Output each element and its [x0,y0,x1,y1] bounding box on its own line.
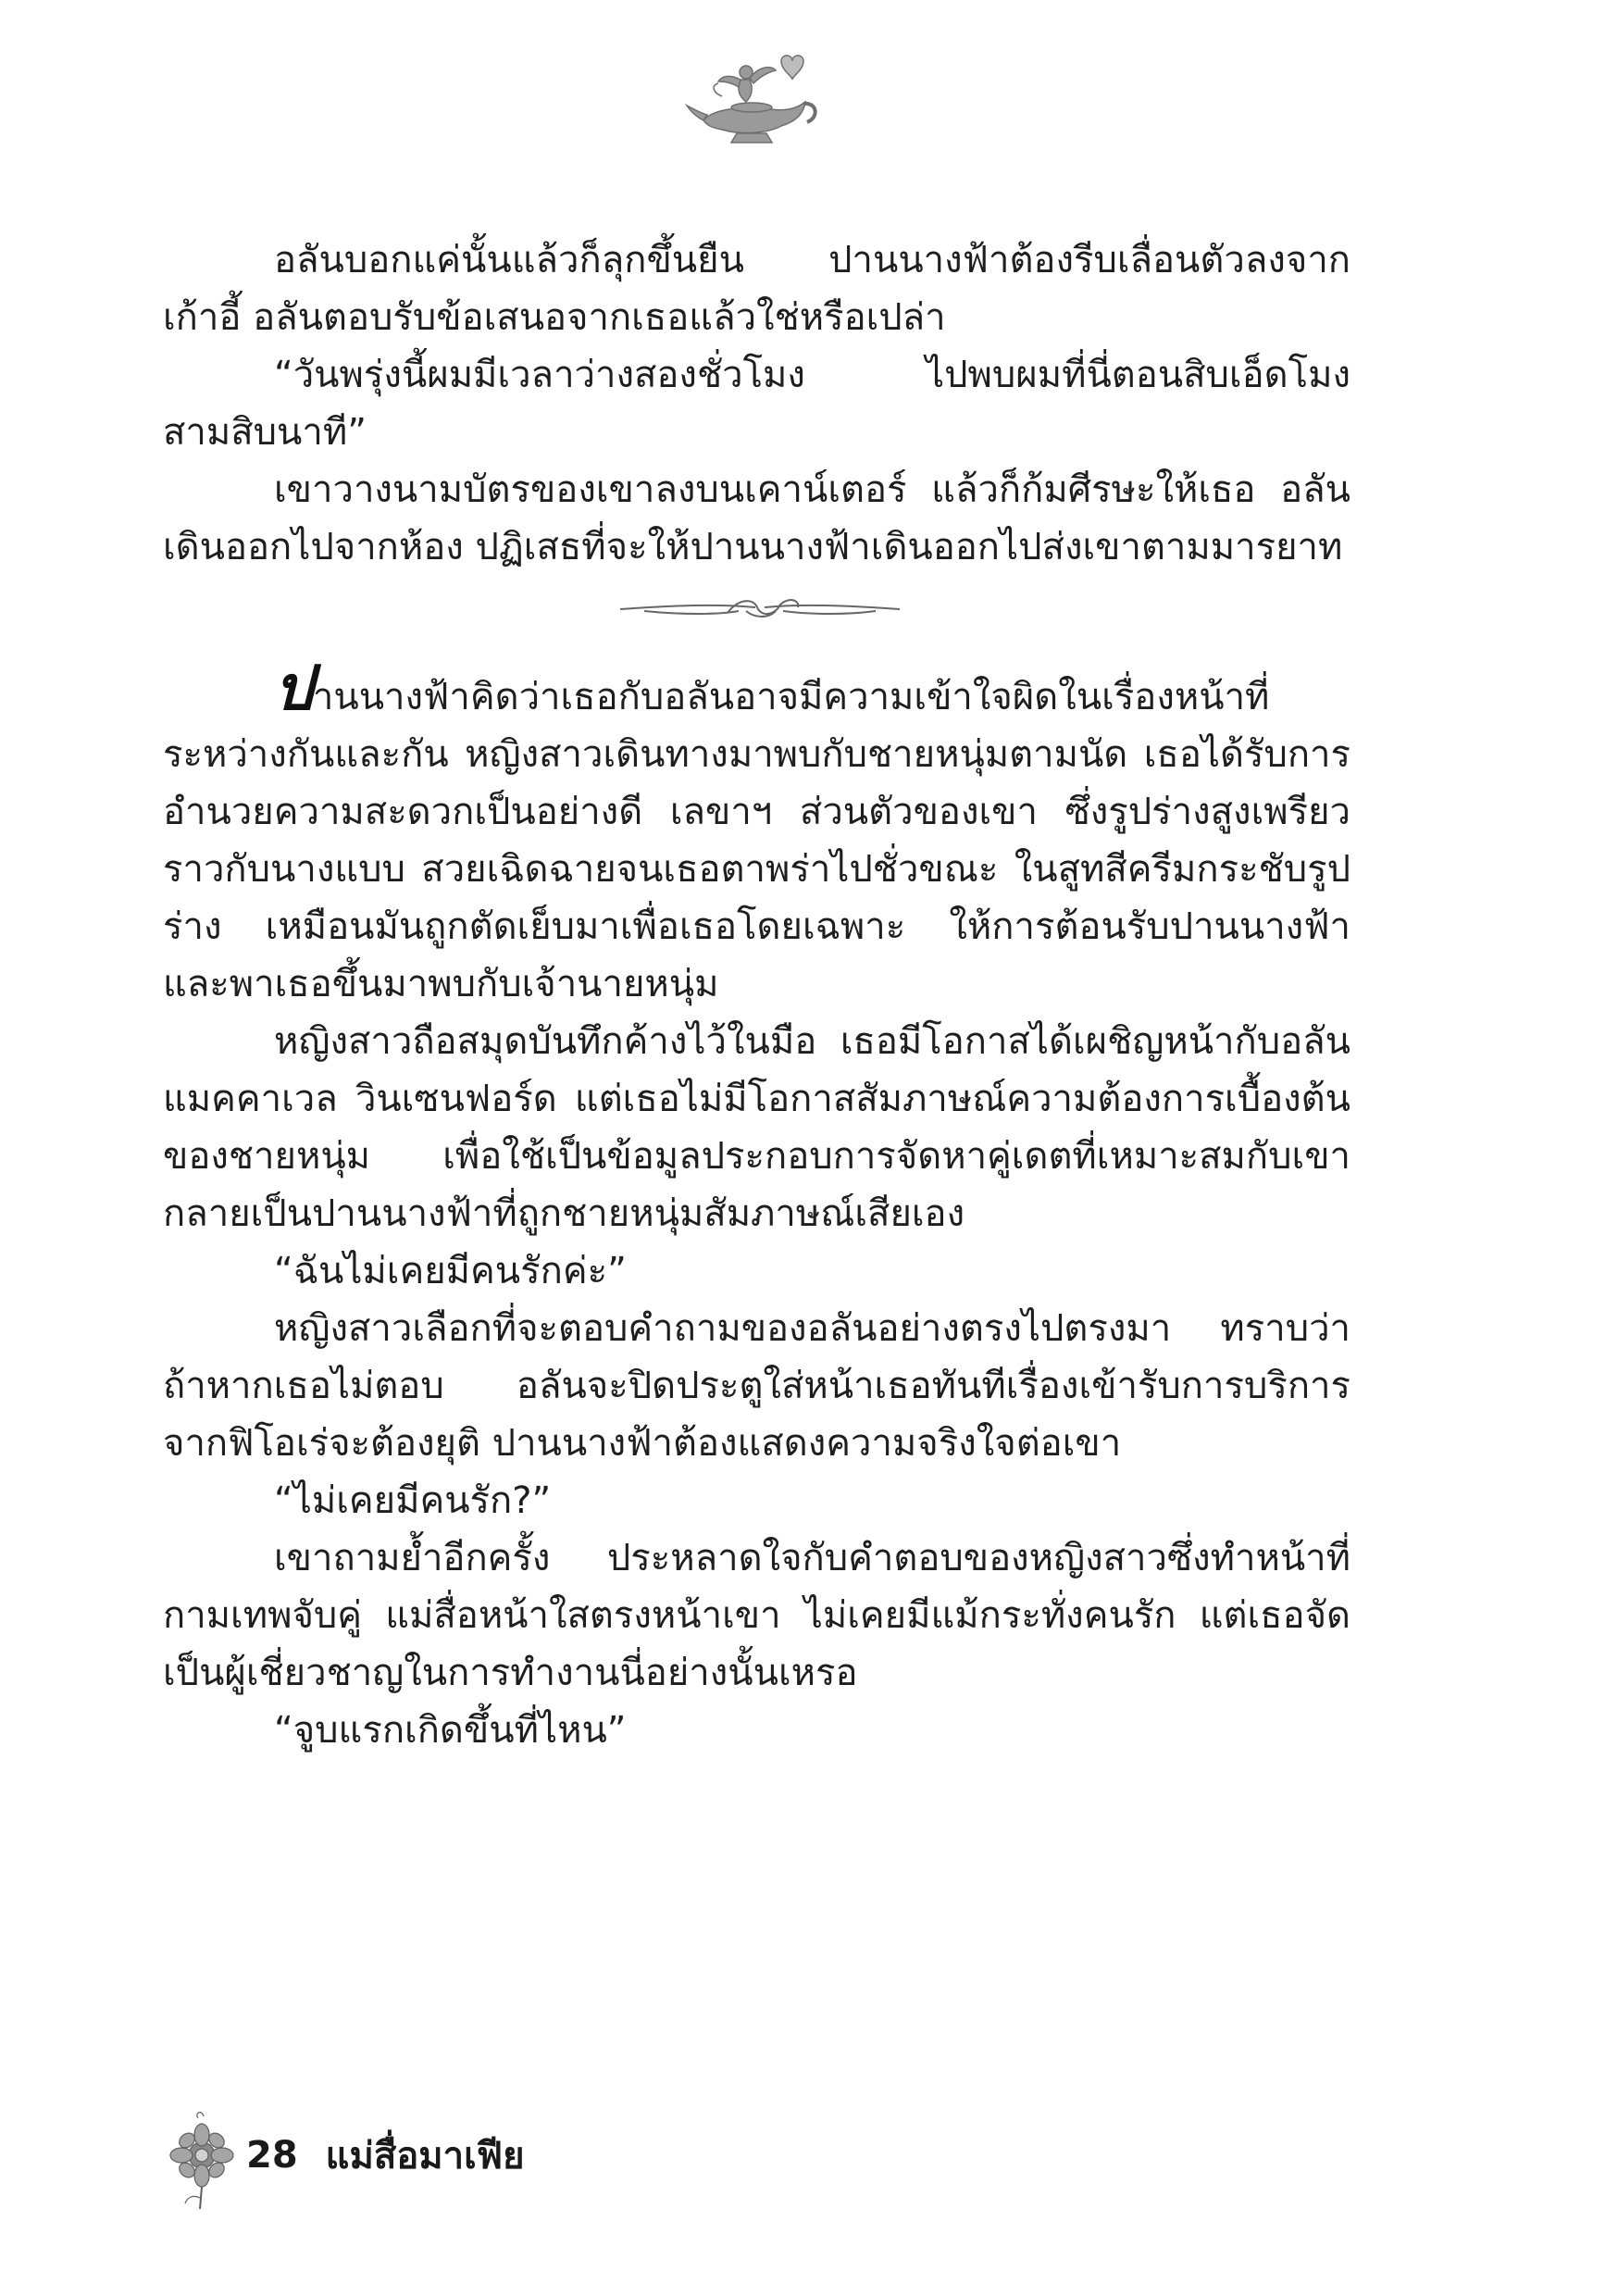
page-number: 28 [246,2134,298,2177]
paragraph: หญิงสาวถือสมุดบันทึกค้างไว้ในมือ เธอมีโอกาสได้เผชิญหน้ากับอลัน แมคคาเวล วินเซนฟอร์ด แต่เธอไม่มีโอกาสสัมภาษณ์ความต้องการเบื้องต้นของชายหนุ่ม เพื่อใช้เป็นข้อมูลประกอบการจัดหาคู่เดตที่เหมาะสมกับเขา กลายเป็นปานนางฟ้าที่ถูกชายหนุ่มสัมภาษณ์เสียเอง [163,1020,1350,1235]
drop-cap: ป [274,652,313,724]
book-title: แม่สื่อมาเฟีย [325,2135,525,2177]
paragraph: หญิงสาวเลือกที่จะตอบคำถามของอลันอย่างตรงไปตรงมา ทราบว่าถ้าหากเธอไม่ตอบ อลันจะปิดประตูใส่หน้าเธอทันทีเรื่องเข้ารับการบริการจากฟิโอเร่จะต้องยุติ ปานนางฟ้าต้องแสดงความจริงใจต่อเขา [163,1307,1350,1465]
lamp-cupid-icon [685,48,824,150]
flower-ornament-icon [165,2109,237,2211]
flourish-divider-icon [616,591,903,624]
dialogue-line: “ไม่เคยมีคนรัก?” [274,1479,552,1522]
paragraph-with-dropcap [163,652,1350,1013]
page-footer [246,2128,525,2183]
dialogue-line: “วันพรุ่งนี้ผมมีเวลาว่างสองชั่วโมง ไปพบผมที่นี่ตอนสิบเอ็ดโมงสามสิบนาที” [163,354,1350,454]
section-break [163,576,1350,668]
paragraph: เขาวางนามบัตรของเขาลงบนเคาน์เตอร์ แล้วก็ก้มศีรษะให้เธอ อลันเดินออกไปจากห้อง ปฏิเสธที่จะให้ปานนางฟ้าเดินออกไปส่งเขาตามมารยาท [163,468,1350,568]
paragraph-text: านนางฟ้าคิดว่าเธอกับอลันอาจมีความเข้าใจผิดในเรื่องหน้าที่ระหว่างกันและกัน หญิงสาวเดินทางมาพบกับชายหนุ่มตามนัด เธอได้รับการอำนวยความสะดวกเป็นอย่างดี เลขาฯ ส่วนตัวของเขา ซึ่งรูปร่างสูงเพรียวราวกับนางแบบ สวยเฉิดฉายจนเธอตาพร่าไปชั่วขณะ ในสูทสีครีมกระชับรูปร่าง เหมือนมันถูกตัดเย็บมาเพื่อเธอโดยเฉพาะ ให้การต้อนรับปานนางฟ้าและพาเธอขึ้นมาพบกับเจ้านายหนุ่ม [163,676,1350,1005]
dialogue-line: “จูบแรกเกิดขึ้นที่ไหน” [274,1709,627,1752]
paragraph: อลันบอกแค่นั้นแล้วก็ลุกขึ้นยืน ปานนางฟ้าต้องรีบเลื่อนตัวลงจากเก้าอี้ อลันตอบรับข้อเสนอจากเธอแล้วใช่หรือเปล่า [163,239,1350,339]
body-text [163,231,1350,1759]
paragraph: เขาถามย้ำอีกครั้ง ประหลาดใจกับคำตอบของหญิงสาวซึ่งทำหน้าที่กามเทพจับคู่ แม่สื่อหน้าใสตรงหน้าเขา ไม่เคยมีแม้กระทั่งคนรัก แต่เธอจัดเป็นผู้เชี่ยวชาญในการทำงานนี่อย่างนั้นเหรอ [163,1537,1350,1694]
dialogue-line: “ฉันไม่เคยมีคนรักค่ะ” [274,1250,627,1292]
